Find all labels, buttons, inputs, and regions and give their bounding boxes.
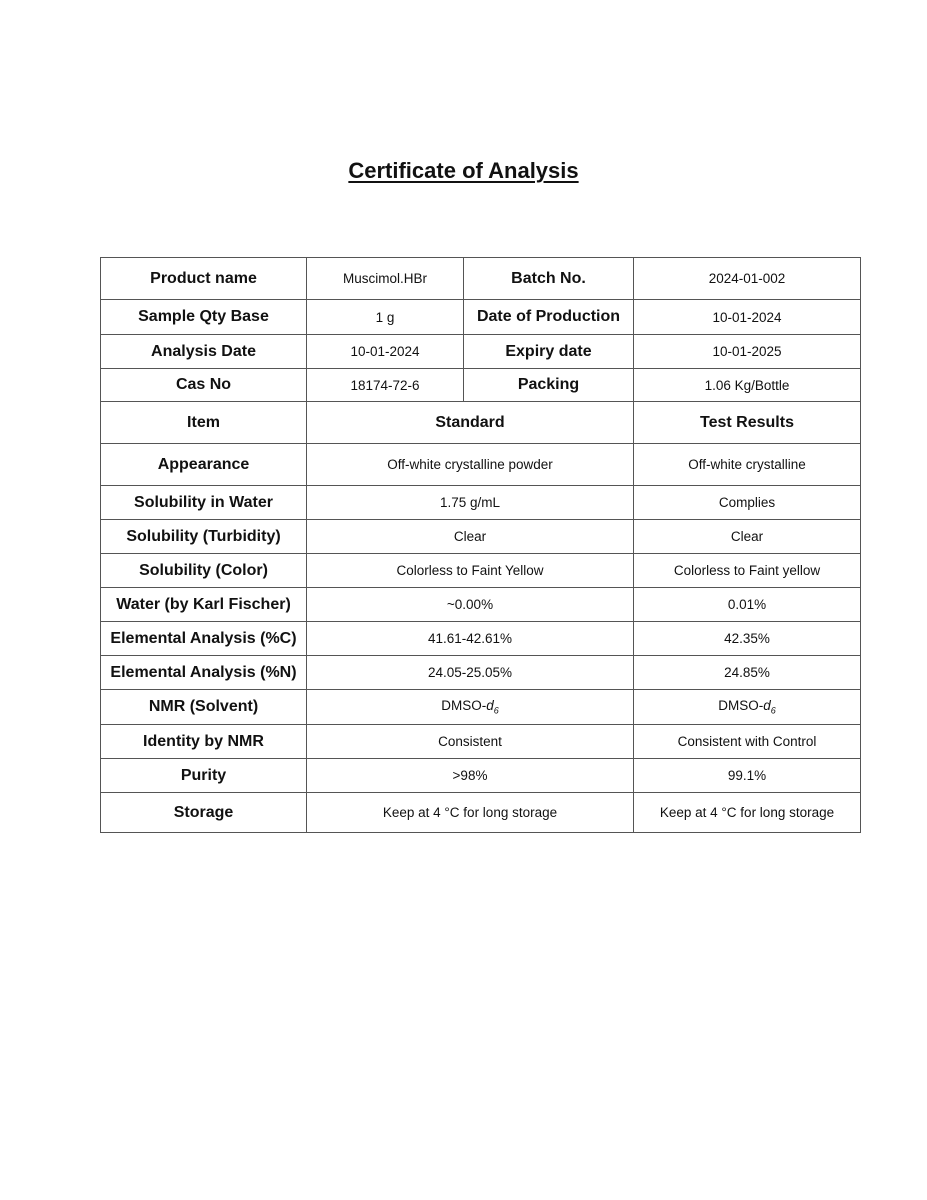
cas-no-value: 18174-72-6 [307, 369, 464, 402]
row-item: NMR (Solvent) [101, 690, 307, 725]
cas-no-label: Cas No [101, 369, 307, 402]
row-standard-italic: d [486, 698, 494, 714]
batch-no-label: Batch No. [464, 258, 634, 300]
info-row-analysis [101, 335, 861, 369]
row-item: Identity by NMR [101, 725, 307, 759]
row-result: 0.01% [634, 588, 861, 622]
table-row [101, 588, 861, 622]
info-row-product [101, 258, 861, 300]
row-standard: ~0.00% [307, 588, 634, 622]
results-header-row [101, 402, 861, 444]
row-standard-subscript: 6 [493, 705, 499, 716]
table-row [101, 759, 861, 793]
row-standard: 1.75 g/mL [307, 486, 634, 520]
table-row [101, 725, 861, 759]
table-row [101, 690, 861, 725]
table-row [101, 622, 861, 656]
table-row [101, 554, 861, 588]
row-standard: Off-white crystalline powder [307, 444, 634, 486]
row-result [634, 690, 861, 725]
item-column-header: Item [101, 402, 307, 444]
product-name-value: Muscimol.HBr [307, 258, 464, 300]
row-standard: Colorless to Faint Yellow [307, 554, 634, 588]
row-result: Consistent with Control [634, 725, 861, 759]
expiry-date-label: Expiry date [464, 335, 634, 369]
row-item: Solubility in Water [101, 486, 307, 520]
row-standard: 41.61-42.61% [307, 622, 634, 656]
row-item: Appearance [101, 444, 307, 486]
table-row [101, 444, 861, 486]
document-title-text: Certificate of Analysis [348, 158, 579, 183]
row-standard: Keep at 4 °C for long storage [307, 793, 634, 833]
product-name-label: Product name [101, 258, 307, 300]
row-item: Elemental Analysis (%C) [101, 622, 307, 656]
analysis-date-value: 10-01-2024 [307, 335, 464, 369]
row-standard [307, 690, 634, 725]
row-result-subscript: 6 [770, 705, 776, 716]
packing-label: Packing [464, 369, 634, 402]
row-standard-prefix: DMSO- [441, 698, 487, 714]
test-results-column-header: Test Results [634, 402, 861, 444]
sample-qty-value: 1 g [307, 300, 464, 335]
row-standard: Clear [307, 520, 634, 554]
row-item: Storage [101, 793, 307, 833]
row-standard: >98% [307, 759, 634, 793]
info-row-cas [101, 369, 861, 402]
sample-qty-label: Sample Qty Base [101, 300, 307, 335]
row-result: Colorless to Faint yellow [634, 554, 861, 588]
row-item: Solubility (Turbidity) [101, 520, 307, 554]
row-item: Solubility (Color) [101, 554, 307, 588]
table-row [101, 520, 861, 554]
info-row-sample [101, 300, 861, 335]
standard-column-header: Standard [307, 402, 634, 444]
expiry-date-value: 10-01-2025 [634, 335, 861, 369]
row-item: Elemental Analysis (%N) [101, 656, 307, 690]
date-of-production-value: 10-01-2024 [634, 300, 861, 335]
row-result: 99.1% [634, 759, 861, 793]
row-standard: Consistent [307, 725, 634, 759]
table-row [101, 793, 861, 833]
row-result: Off-white crystalline [634, 444, 861, 486]
row-standard: 24.05-25.05% [307, 656, 634, 690]
row-result: Keep at 4 °C for long storage [634, 793, 861, 833]
row-result-prefix: DMSO- [718, 698, 764, 714]
row-result: Complies [634, 486, 861, 520]
row-item: Purity [101, 759, 307, 793]
date-of-production-label: Date of Production [464, 300, 634, 335]
row-result: 42.35% [634, 622, 861, 656]
certificate-table [100, 257, 861, 833]
analysis-date-label: Analysis Date [101, 335, 307, 369]
row-result-italic: d [763, 698, 771, 714]
table-row [101, 486, 861, 520]
table-row [101, 656, 861, 690]
row-item: Water (by Karl Fischer) [101, 588, 307, 622]
packing-value: 1.06 Kg/Bottle [634, 369, 861, 402]
batch-no-value: 2024-01-002 [634, 258, 861, 300]
row-result: 24.85% [634, 656, 861, 690]
document-title [0, 158, 927, 184]
row-result: Clear [634, 520, 861, 554]
